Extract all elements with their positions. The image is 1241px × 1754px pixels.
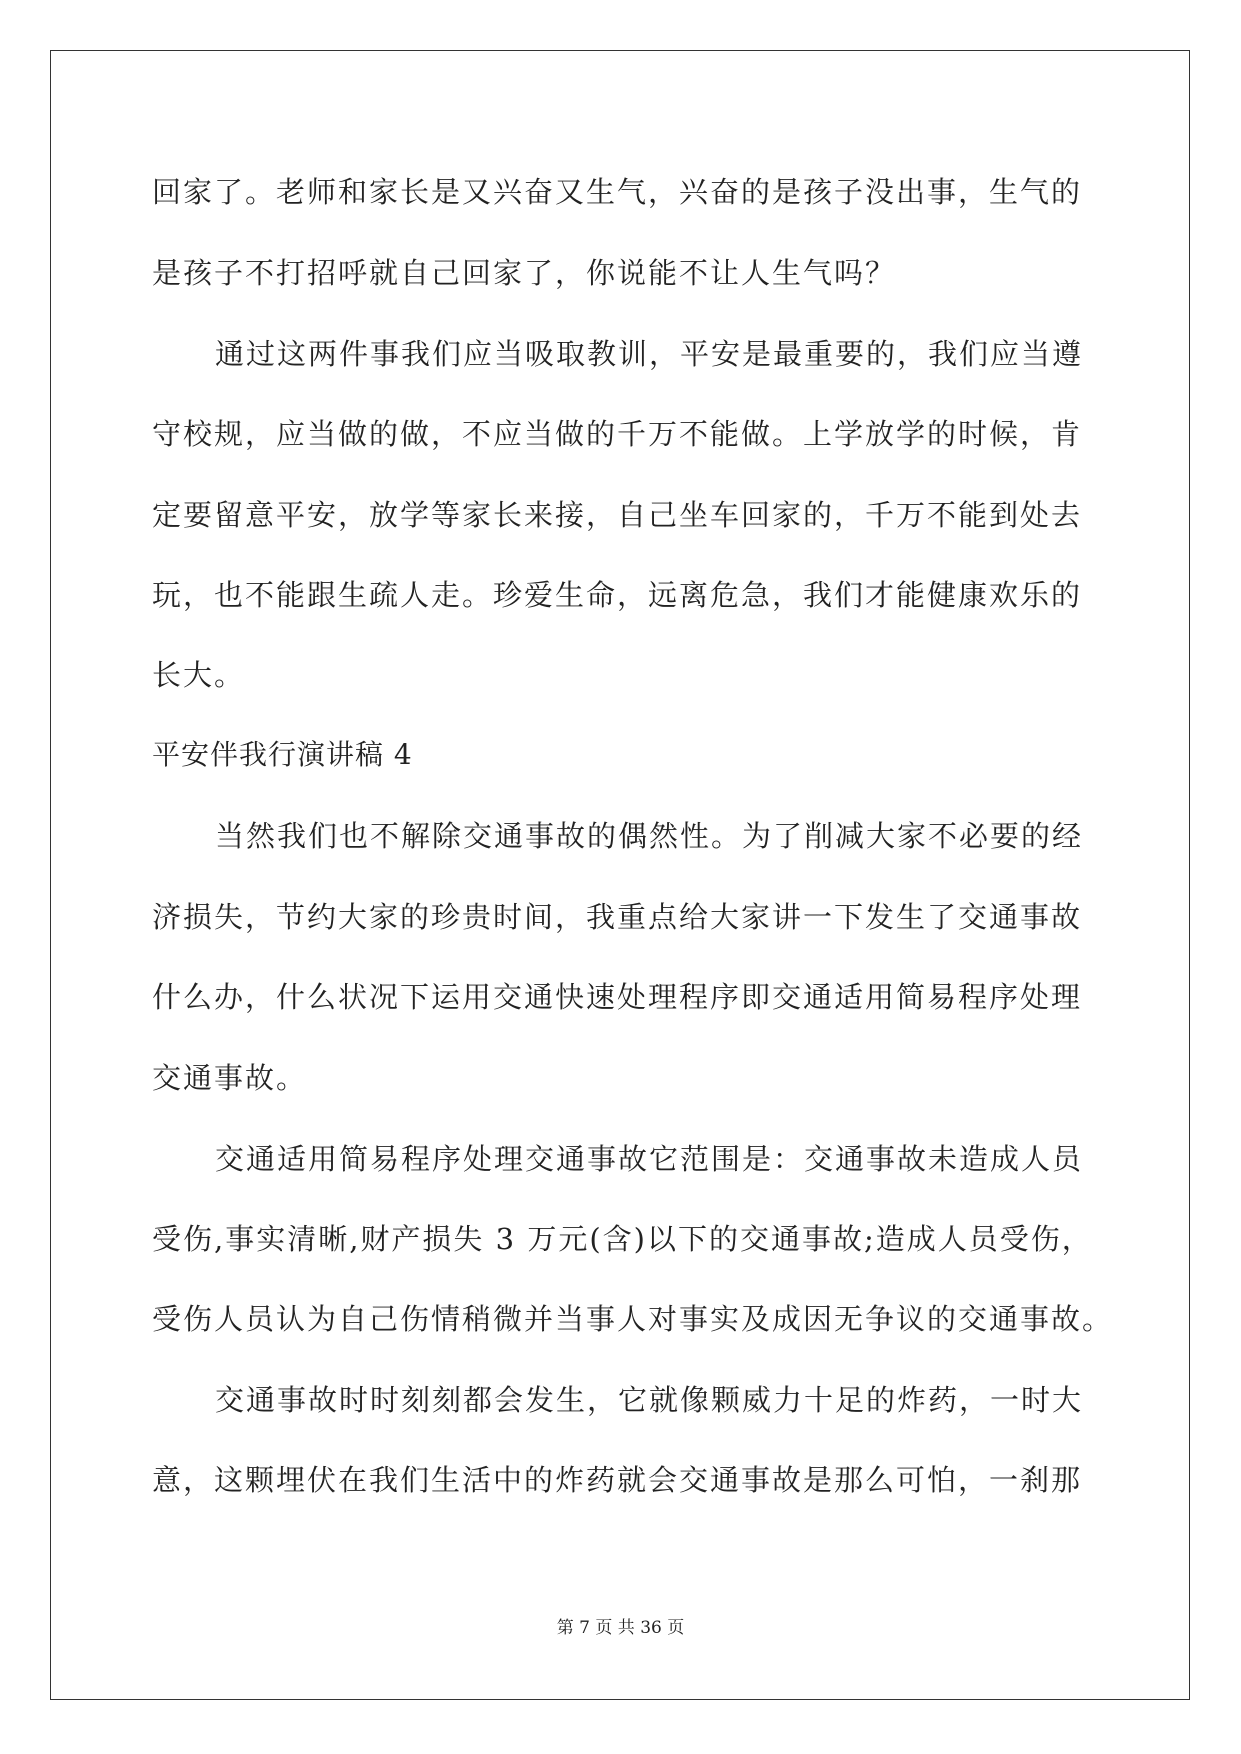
body-line-7: 长大。 [152,658,246,692]
body-line-17: 意，这颗埋伏在我们生活中的炸药就会交通事故是那么可怕，一刹那 [152,1463,1083,1497]
body-line-2: 是孩子不打招呼就自己回家了，你说能不让人生气吗？ [152,256,897,290]
body-line-16: 交通事故时时刻刻都会发生，它就像颗威力十足的炸药，一时大 [215,1383,1084,1417]
body-line-15: 受伤人员认为自己伤情稍微并当事人对事实及成因无争议的交通事故。 [152,1302,1114,1336]
body-line-9: 当然我们也不解除交通事故的偶然性。为了削减大家不必要的经 [215,819,1084,853]
page-number-footer: 第 7 页 共 36 页 [556,1618,685,1638]
body-line-6: 玩，也不能跟生疏人走。珍爱生命，远离危急，我们才能健康欢乐的 [152,578,1083,612]
body-line-3: 通过这两件事我们应当吸取教训，平安是最重要的，我们应当遵 [215,337,1084,371]
section-heading: 平安伴我行演讲稿 4 [152,738,413,771]
body-line-11: 什么办，什么状况下运用交通快速处理程序即交通适用简易程序处理 [152,980,1083,1014]
body-line-4: 守校规，应当做的做，不应当做的千万不能做。上学放学的时候，肯 [152,417,1083,451]
body-line-1: 回家了。老师和家长是又兴奋又生气，兴奋的是孩子没出事，生气的 [152,175,1083,209]
page-border [50,50,1190,1700]
body-line-13: 交通适用简易程序处理交通事故它范围是：交通事故未造成人员 [215,1142,1084,1176]
body-line-5: 定要留意平安，放学等家长来接，自己坐车回家的，千万不能到处去 [152,498,1083,532]
body-line-12: 交通事故。 [152,1061,308,1095]
body-line-10: 济损失，节约大家的珍贵时间，我重点给大家讲一下发生了交通事故 [152,900,1083,934]
body-line-14: 受伤,事实清晰,财产损失 3 万元(含)以下的交通事故;造成人员受伤， [152,1222,1093,1256]
